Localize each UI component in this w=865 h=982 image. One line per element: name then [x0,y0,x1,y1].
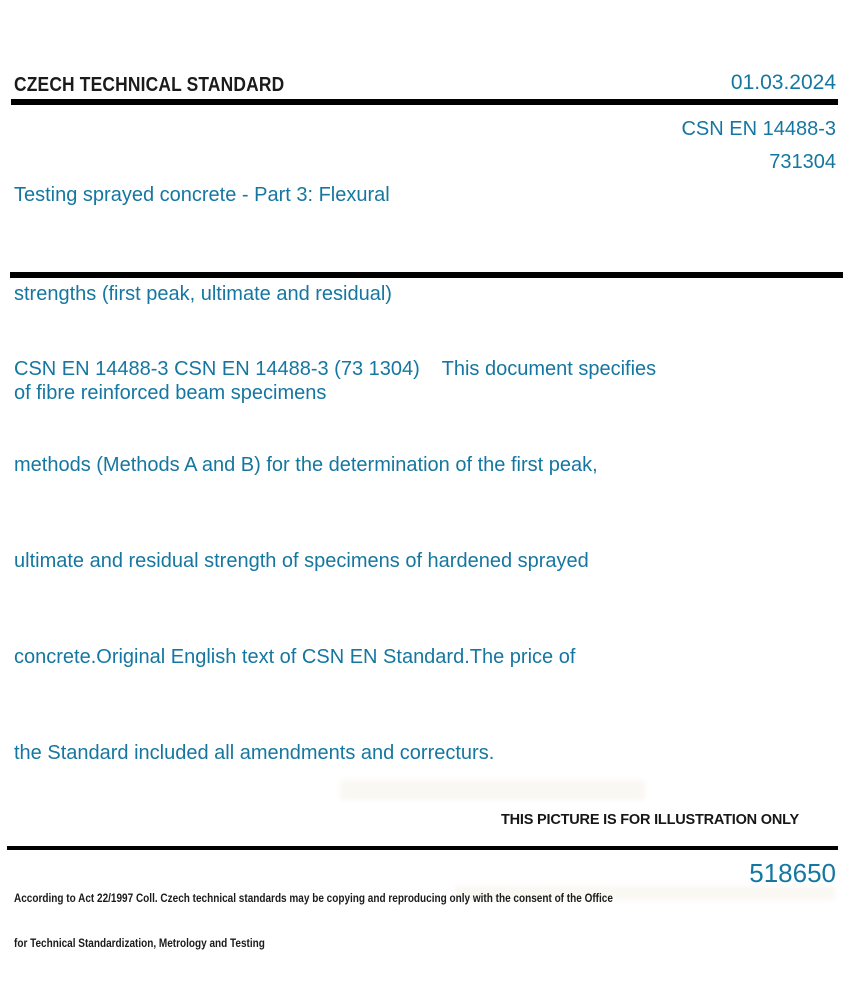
abstract-line: concrete.Original English text of CSN EN Standard.The price of [14,646,576,668]
footer-legal-line: for Technical Standardization, Metrology and Testing [14,938,265,950]
abstract-line: ultimate and residual strength of specimens of hardened sprayed [14,550,589,572]
abstract-line: CSN EN 14488-3 CSN EN 14488-3 (73 1304) This document specifies [14,358,657,380]
abstract-line: the Standard included all amendments and correcturs. [14,742,495,764]
faint-watermark-smudge [340,780,645,800]
footer-legal-text [14,862,613,982]
illustration-notice: THIS PICTURE IS FOR ILLUSTRATION ONLY [501,812,799,828]
abstract-text [14,289,656,833]
page-title: CZECH TECHNICAL STANDARD [14,74,285,96]
order-number: 518650 [749,858,836,888]
abstract-line: methods (Methods A and B) for the determination of the first peak, [14,454,598,476]
standard-reference [681,113,836,179]
standard-title-line: Testing sprayed concrete - Part 3: Flexural [14,184,390,206]
footer-legal-line: According to Act 22/1997 Coll. Czech technical standards may be copying and reproducing only with the consent of the Office [14,893,613,905]
standard-class-number: 731304 [769,151,836,173]
standard-title-line: strengths (first peak, ultimate and residual) [14,283,392,305]
header-divider [11,99,838,105]
standard-title-line: of fibre reinforced beam specimens [14,382,327,404]
footer-divider [7,846,838,850]
abstract-divider [10,272,843,278]
issue-date: 01.03.2024 [730,71,836,94]
standard-code: CSN EN 14488-3 [681,118,836,140]
